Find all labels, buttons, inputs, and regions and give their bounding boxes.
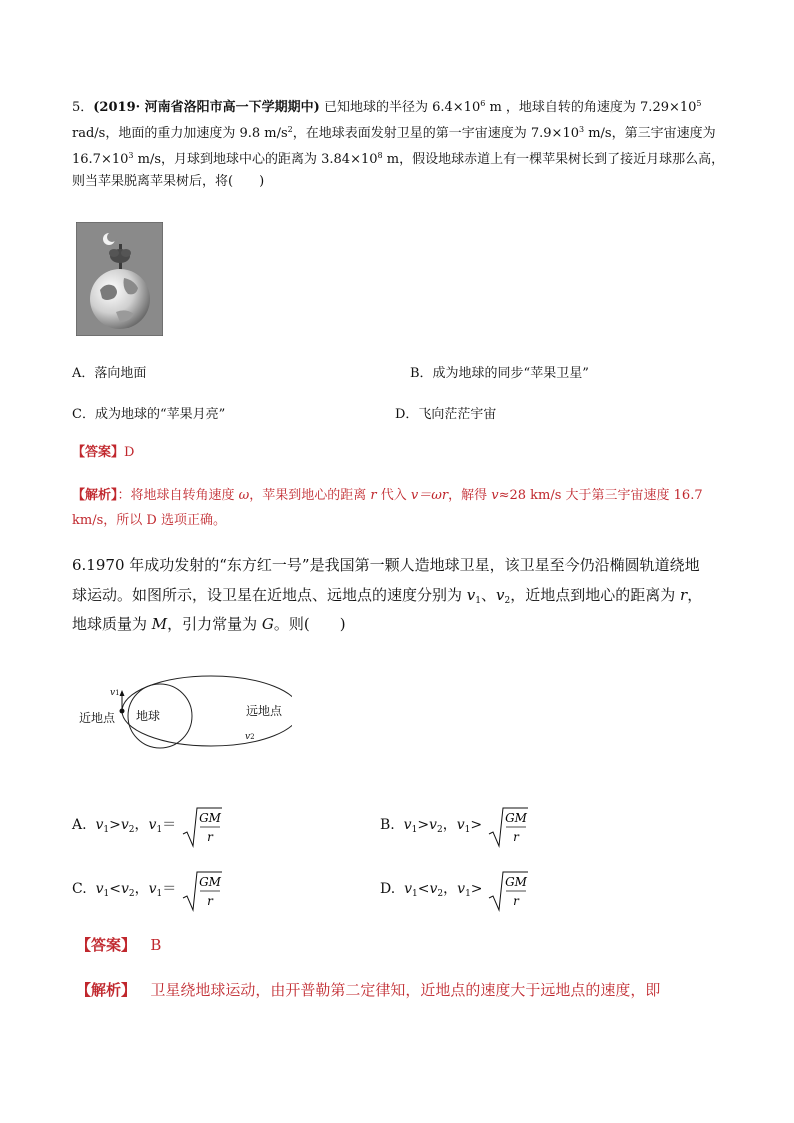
q5-analysis-line-1: 【解析】：将地球自转角速度 ω，苹果到地心的距离 r 代入 v＝ωr，解得 v≈28 km/s 大于第三宇宙速度 16.7 [72,488,703,503]
q5-answer: 【答案】D [72,445,135,460]
q5-option-c: C．成为地球的“苹果月亮” [72,407,226,422]
svg-text:GM: GM [505,875,527,889]
svg-text:r: r [206,894,213,908]
q6-line-3: 地球质量为 M，引力常量为 G。则( ) [72,615,346,633]
svg-text:GM: GM [504,811,527,825]
q6-option-a: A. $v_1>v_2$，$v_1=$ GM r [72,806,223,846]
q6-option-b: B. $v_1>v_2$，$v_1>$ GM r [380,806,529,846]
q5-line-4: 则当苹果脱离苹果树后，将( ) [72,174,265,189]
svg-text:r: r [512,830,519,844]
sqrt-gm-over-r [487,870,529,912]
earth-apple-tree-image [76,222,163,336]
q6-analysis: 【解析】 卫星绕地球运动，由开普勒第二定律知，近地点的速度大于远地点的速度，即 [76,981,661,999]
earth-label: 地球 [136,709,161,723]
q5-option-d: D．飞向茫茫宇宙 [395,407,497,422]
v1-label: v1 [110,688,120,698]
q5-option-a: A．落向地面 [72,366,147,381]
perigee-label: 近地点 [79,711,116,725]
q6-option-d: D. $v_1<v_2$，$v_1>$ GM r [380,870,529,910]
svg-text:GM: GM [198,811,221,825]
q5-option-b: B．成为地球的同步“苹果卫星” [410,366,589,381]
svg-text:r: r [206,830,213,844]
v2-label: v2 [245,732,255,742]
svg-text:GM: GM [198,875,221,889]
sqrt-gm-over-r [181,870,223,912]
q5-line-3: $16.7\times 10^3$ m/s，月球到地球中心的距离为 $3.84\times 10^8$ m，假设地球赤道上有一棵苹果树长到了接近月球那么高， [72,151,725,167]
sqrt-gm-over-r [181,806,223,848]
q5-line-1: 5．(2019· 河南省洛阳市高一下学期期中) 已知地球的半径为 $6.4\times 10^6$ m ，地球自转的角速度为 $7.29\times 10^5$ [72,99,702,115]
q6-option-c: C. $v_1<v_2$，$v_1=$ GM r [72,870,223,910]
svg-text:r: r [513,894,519,908]
q6-answer: 【答案】 B [76,936,162,954]
q6-line-1: 6.1970 年成功发射的“东方红一号”是我国第一颗人造地球卫星，该卫星至今仍沿椭圆轨道绕地 [72,556,700,574]
q5-source: (2019· 河南省洛阳市高一下学期期中) [93,100,320,115]
orbit-diagram [76,664,292,750]
q5-analysis-line-2: km/s，所以 D 选项正确。 [72,513,226,528]
q5-line-2: rad/s，地面的重力加速度为 9.8 $m/s^2$，在地球表面发射卫星的第一宇宙速度为 $7.9\times 10^3$ m/s，第三宇宙速度为 [72,125,716,141]
q6-line-2: 球运动。如图所示，设卫星在近地点、远地点的速度分别为 $v_1$、$v_2$，近地点到地心的距离为 r， [72,586,703,606]
apogee-label: 远地点 [246,704,283,718]
sqrt-gm-over-r [487,806,529,848]
